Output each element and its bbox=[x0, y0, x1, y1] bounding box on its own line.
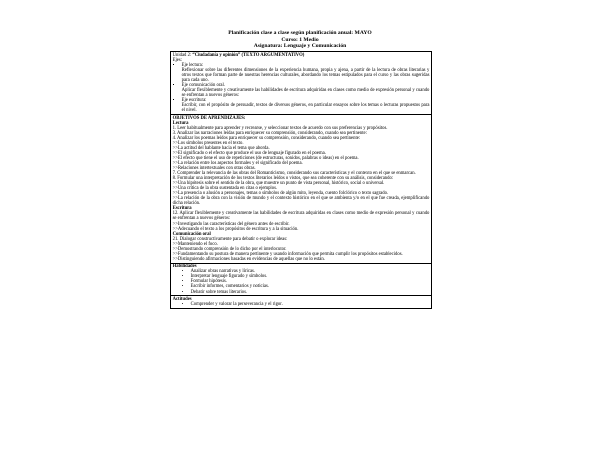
objective-line: 7. Comprender la relevancia de las obras del Romanticismo, considerando sus características y el contexto en el que se enmarcan. bbox=[172, 171, 416, 177]
objective-line: >>Investigando las características del género antes de escribir. bbox=[172, 221, 290, 227]
objective-line: 1. Leer habitualmente para aprender y recrearse, y seleccionar textos de acuerdo con sus preferencias y propósitos. bbox=[172, 125, 388, 131]
objective-line: >>Una crítica de la obra sustentada en citas o ejemplos. bbox=[172, 186, 278, 192]
objective-line: >>La relación de la obra con la visión de mundo y el contexto histórico en el que se ambienta y/o en el que fue creada, ejemplificando dicha relación. bbox=[172, 196, 430, 207]
skills-section bbox=[171, 264, 431, 297]
objective-line: 21. Dialogar constructivamente para debatir o explorar ideas: bbox=[172, 236, 288, 242]
axis-item bbox=[182, 98, 430, 113]
objective-line: 3. Analizar las narraciones leídas para enriquecer su comprensión, considerando, cuando sea pertinente: bbox=[172, 130, 367, 136]
objective-line: 4. Analizar los poemas leídos para enriquecer su comprensión, considerando, cuando sea pertinente: bbox=[172, 135, 361, 141]
unit-label: Unidad 2: bbox=[172, 52, 192, 58]
oral-list bbox=[173, 237, 430, 262]
lectura-heading: Lectura bbox=[172, 120, 189, 126]
unit-section bbox=[171, 52, 431, 115]
attitudes-section bbox=[171, 296, 431, 307]
objective-line: >>La relación entre los aspectos formales y el significado del poema. bbox=[172, 160, 303, 166]
objective-line: >>Relaciones intertextuales con otras obras. bbox=[172, 166, 256, 172]
objective-line: >>Adecuando el texto a los propósitos de escritura y a la situación. bbox=[172, 226, 299, 232]
header-course: Curso: 1 Medio bbox=[281, 36, 319, 43]
oral-heading: Comunicación oral bbox=[172, 231, 211, 237]
axis-item bbox=[182, 83, 430, 98]
axis-text: Escribir, con el propósito de persuadir, textos de diversos géneros, en particular ensayos sobre los temas o lecturas propuestos para el nivel. bbox=[181, 103, 430, 114]
objective-line: >>El efecto que tiene el uso de repeticiones (de estructuras, sonidos, palabras o ideas) en el poema. bbox=[172, 155, 359, 161]
objective-line: 12. Aplicar flexiblemente y creativamente las habilidades de escritura adquiridas en clases como medio de expresión personal y cuando se enfrentan a nuevos géneros: bbox=[172, 211, 430, 222]
objective-line: >>Demostrando comprensión de lo dicho por el interlocutor. bbox=[172, 246, 287, 252]
objective-line: >>Los símbolos presentes en el texto. bbox=[172, 140, 244, 146]
axis-name: Eje escritura: bbox=[181, 98, 207, 104]
objective-line: >>Manteniendo el foco. bbox=[172, 241, 218, 247]
objective-line: >>La presencia o alusión a personajes, temas o símbolos de algún mito, leyenda, cuento folclórico o texto sagrado. bbox=[172, 191, 389, 197]
escritura-list bbox=[173, 211, 430, 231]
objectives-heading: OBJETIVOS DE APRENDIZAJES: bbox=[172, 115, 246, 121]
axis-name: Eje comunicación oral. bbox=[181, 82, 225, 88]
axes-list bbox=[173, 63, 430, 113]
attitudes-heading: Actitudes bbox=[172, 296, 192, 302]
document-header bbox=[0, 30, 600, 50]
unit-title: “Ciudadanía y opinión” (TEXTO ARGUMENTATIVO) bbox=[192, 52, 305, 58]
skill-item: • Escribir informes, comentarios y noticias. bbox=[191, 284, 430, 289]
skill-item: • Debatir sobre temas literarios. bbox=[191, 290, 430, 295]
planning-table bbox=[170, 51, 432, 309]
objectives-section bbox=[171, 115, 431, 264]
skill-item: • Formular hipótesis. bbox=[191, 279, 430, 284]
axis-text: Reflexionar sobre las diferentes dimensiones de la experiencia humana, propia y ajena, a partir de la lectura de obras literarias y otros textos que forman parte de nuestras herencias culturales, abordando los temas estipulados para el curso y las obras sugeridas para cada uno. bbox=[181, 67, 430, 83]
skills-list bbox=[173, 269, 430, 294]
escritura-heading: Escritura bbox=[172, 206, 192, 212]
header-title: Planificación clase a clase según planificación anual: MAYO bbox=[228, 30, 372, 36]
skill-item: • Analizar obras narrativas y líricas. bbox=[191, 269, 430, 274]
objective-line: >>Distinguiendo afirmaciones basadas en evidencias de aquellas que no lo están. bbox=[172, 256, 325, 262]
objective-line: >>El significado o el efecto que produce el uso de lenguaje figurado en el poema. bbox=[172, 150, 326, 156]
objective-line: >>Una hipótesis sobre el sentido de la obra, que muestre un punto de vista personal, histórico, social o universal. bbox=[172, 181, 385, 187]
axis-name: Eje lectura: bbox=[181, 62, 204, 68]
objective-line: >>La actitud del hablante hacia el tema que aborda. bbox=[172, 145, 270, 151]
axis-item bbox=[182, 63, 430, 83]
header-subject: Asignatura: Lenguaje y Comunicación bbox=[253, 43, 347, 50]
attitude-item: • Comprender y valorar la perseverancia y el rigor. bbox=[191, 302, 430, 307]
skills-heading: Habilidades bbox=[172, 264, 197, 270]
objective-line: >>Fundamentando su postura de manera pertinente y usando información que permita cumplir los propósitos establecidos. bbox=[172, 251, 403, 257]
objective-line: 8. Formular una interpretación de los textos literarios leídos o vistos, que sea coherente con su análisis, considerando: bbox=[172, 176, 394, 182]
skill-item: • Interpretar lenguaje figurado y símbolos. bbox=[191, 274, 430, 279]
axes-label: Ejes: bbox=[172, 57, 182, 63]
axis-text: Aplicar flexiblemente y creativamente las habilidades de escritura adquiridas en clases como medio de expresión personal y cuando se enfrentan a nuevos géneros: bbox=[181, 87, 430, 98]
lectura-list bbox=[173, 126, 430, 207]
attitudes-list bbox=[173, 302, 430, 307]
